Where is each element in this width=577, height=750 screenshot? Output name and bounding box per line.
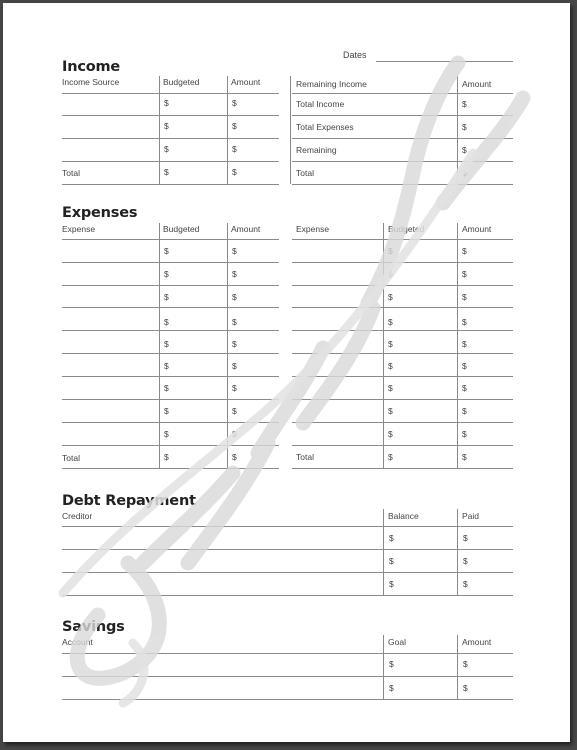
- income-total-label: Total: [62, 168, 80, 178]
- expense-header: Expense: [62, 224, 96, 234]
- watermark-stroke-7: [123, 643, 144, 703]
- income-row-rule: [62, 115, 279, 116]
- income-budgeted-cell[interactable]: $: [164, 121, 169, 131]
- remaining-income-header: Remaining Income: [296, 79, 367, 89]
- expense-budgeted-cell[interactable]: $: [388, 246, 393, 256]
- expense-header: Expense: [296, 224, 330, 234]
- remaining-row-rule: [292, 93, 513, 94]
- savings-title: Savings: [62, 619, 125, 635]
- expense-row-rule: [62, 468, 279, 469]
- expense-amount-cell[interactable]: $: [232, 317, 237, 327]
- budgeted-header: Budgeted: [163, 224, 200, 234]
- remaining-amount-cell[interactable]: $: [462, 168, 467, 178]
- expense-amount-cell[interactable]: $: [462, 429, 467, 439]
- expense-row-rule: [62, 262, 279, 263]
- expense-row-rule: [62, 422, 279, 423]
- income-row-rule: [62, 184, 279, 185]
- savings-goal-cell[interactable]: $: [389, 659, 394, 669]
- expense-row-rule: [292, 445, 513, 446]
- expense-budgeted-cell[interactable]: $: [164, 361, 169, 371]
- expense-budgeted-cell[interactable]: $: [164, 269, 169, 279]
- remaining-row-rule: [292, 184, 513, 185]
- expense-budgeted-cell[interactable]: $: [164, 406, 169, 416]
- expense-budgeted-cell[interactable]: $: [164, 429, 169, 439]
- expense-amount-cell[interactable]: $: [232, 339, 237, 349]
- account-header: Account: [62, 637, 93, 647]
- income-amount-cell[interactable]: $: [232, 98, 237, 108]
- expense-budgeted-cell[interactable]: $: [164, 452, 169, 462]
- expense-budgeted-cell[interactable]: $: [164, 383, 169, 393]
- debt-row-rule: [62, 526, 513, 527]
- income-title: Income: [62, 59, 121, 75]
- expense-amount-cell[interactable]: $: [462, 339, 467, 349]
- debt-balance-cell[interactable]: $: [389, 533, 394, 543]
- expense-row-rule: [62, 445, 279, 446]
- expense-amount-cell[interactable]: $: [232, 269, 237, 279]
- expense-budgeted-cell[interactable]: $: [388, 406, 393, 416]
- expense-amount-cell[interactable]: $: [232, 452, 237, 462]
- expense-amount-cell[interactable]: $: [462, 383, 467, 393]
- expense-amount-cell[interactable]: $: [462, 406, 467, 416]
- amount-header: Amount: [231, 224, 261, 234]
- expense-amount-cell[interactable]: $: [462, 246, 467, 256]
- debt-paid-cell[interactable]: $: [463, 533, 468, 543]
- debt-row-rule: [62, 595, 513, 596]
- expense-row-rule: [62, 330, 279, 331]
- remaining-row-rule: [292, 161, 513, 162]
- expense-budgeted-cell[interactable]: $: [388, 269, 393, 279]
- amount-header: Amount: [462, 79, 492, 89]
- expense-row-rule: [292, 262, 513, 263]
- budgeted-header: Budgeted: [388, 224, 425, 234]
- goal-header: Goal: [388, 637, 406, 647]
- expense-row-rule: [292, 307, 513, 308]
- amount-header: Amount: [462, 637, 492, 647]
- remaining-row-label: Remaining: [296, 145, 337, 155]
- expense-amount-cell[interactable]: $: [232, 429, 237, 439]
- remaining-amount-cell[interactable]: $: [462, 99, 467, 109]
- expense-row-rule: [292, 468, 513, 469]
- expense-row-rule: [62, 239, 279, 240]
- expense-budgeted-cell[interactable]: $: [388, 361, 393, 371]
- expense-budgeted-cell[interactable]: $: [164, 246, 169, 256]
- savings-amount-cell[interactable]: $: [463, 659, 468, 669]
- expense-amount-cell[interactable]: $: [232, 246, 237, 256]
- budgeted-header: Budgeted: [163, 77, 200, 87]
- remaining-row-label: Total Expenses: [296, 122, 354, 132]
- expense-amount-cell[interactable]: $: [462, 292, 467, 302]
- income-row-rule: [62, 138, 279, 139]
- income-amount-cell[interactable]: $: [232, 144, 237, 154]
- expense-budgeted-cell[interactable]: $: [388, 429, 393, 439]
- amount-header: Amount: [231, 77, 261, 87]
- expense-budgeted-cell[interactable]: $: [164, 292, 169, 302]
- expense-column-rule: [383, 223, 384, 468]
- expense-amount-cell[interactable]: $: [462, 269, 467, 279]
- expense-row-rule: [292, 239, 513, 240]
- income-row-rule: [62, 161, 279, 162]
- expense-total-label: Total: [62, 453, 80, 463]
- debt-title: Debt Repayment: [62, 493, 196, 509]
- expense-row-rule: [292, 399, 513, 400]
- remaining-row-rule: [292, 115, 513, 116]
- expense-budgeted-cell[interactable]: $: [164, 317, 169, 327]
- watermark-stroke-5: [443, 98, 523, 203]
- expense-budgeted-cell[interactable]: $: [388, 317, 393, 327]
- expense-row-rule: [292, 285, 513, 286]
- expense-amount-cell[interactable]: $: [462, 452, 467, 462]
- remaining-column-rule: [457, 76, 458, 184]
- income-amount-cell[interactable]: $: [232, 167, 237, 177]
- expense-amount-cell[interactable]: $: [462, 361, 467, 371]
- remaining-amount-cell[interactable]: $: [462, 122, 467, 132]
- debt-paid-cell[interactable]: $: [463, 556, 468, 566]
- expense-total-label: Total: [296, 452, 314, 462]
- expense-budgeted-cell[interactable]: $: [388, 292, 393, 302]
- remaining-amount-cell[interactable]: $: [462, 145, 467, 155]
- income-row-rule: [62, 93, 279, 94]
- remaining-row-label: Total Income: [296, 99, 345, 109]
- dates-field[interactable]: [376, 61, 513, 62]
- expense-amount-cell[interactable]: $: [232, 406, 237, 416]
- expense-row-rule: [62, 399, 279, 400]
- remaining-row-label: Total: [296, 168, 314, 178]
- expense-row-rule: [62, 376, 279, 377]
- expense-column-rule: [227, 223, 228, 468]
- expense-budgeted-cell[interactable]: $: [388, 383, 393, 393]
- expense-amount-cell[interactable]: $: [232, 361, 237, 371]
- expense-amount-cell[interactable]: $: [232, 383, 237, 393]
- expense-row-rule: [292, 330, 513, 331]
- savings-goal-cell[interactable]: $: [389, 683, 394, 693]
- debt-row-rule: [62, 572, 513, 573]
- expense-column-rule: [159, 223, 160, 468]
- budget-worksheet-page: [3, 3, 570, 742]
- income-budgeted-cell[interactable]: $: [164, 98, 169, 108]
- savings-row-rule: [62, 699, 513, 700]
- expense-row-rule: [292, 376, 513, 377]
- dates-label: Dates: [343, 50, 367, 60]
- savings-column-rule: [383, 635, 384, 699]
- savings-column-rule: [457, 635, 458, 699]
- expense-column-rule: [457, 223, 458, 468]
- watermark-stroke-4: [368, 63, 458, 303]
- expense-budgeted-cell[interactable]: $: [164, 339, 169, 349]
- debt-balance-cell[interactable]: $: [389, 579, 394, 589]
- income-amount-cell[interactable]: $: [232, 121, 237, 131]
- income-budgeted-cell[interactable]: $: [164, 167, 169, 177]
- expenses-title: Expenses: [62, 205, 138, 221]
- remaining-row-rule: [292, 138, 513, 139]
- income-source-header: Income Source: [62, 77, 120, 87]
- amount-header: Amount: [462, 224, 492, 234]
- expense-row-rule: [62, 353, 279, 354]
- debt-balance-cell[interactable]: $: [389, 556, 394, 566]
- debt-column-rule: [457, 509, 458, 595]
- expense-budgeted-cell[interactable]: $: [388, 339, 393, 349]
- expense-row-rule: [292, 353, 513, 354]
- expense-amount-cell[interactable]: $: [232, 292, 237, 302]
- debt-column-rule: [383, 509, 384, 595]
- savings-amount-cell[interactable]: $: [463, 683, 468, 693]
- expense-amount-cell[interactable]: $: [462, 317, 467, 327]
- expense-budgeted-cell[interactable]: $: [388, 452, 393, 462]
- savings-row-rule: [62, 653, 513, 654]
- expense-row-rule: [62, 285, 279, 286]
- balance-header: Balance: [388, 511, 419, 521]
- expense-row-rule: [292, 422, 513, 423]
- debt-paid-cell[interactable]: $: [463, 579, 468, 589]
- expense-row-rule: [62, 307, 279, 308]
- remaining-column-rule: [290, 76, 291, 184]
- savings-row-rule: [62, 676, 513, 677]
- paid-header: Paid: [462, 511, 480, 521]
- income-budgeted-cell[interactable]: $: [164, 144, 169, 154]
- income-column-rule: [227, 76, 228, 184]
- income-column-rule: [159, 76, 160, 184]
- debt-row-rule: [62, 549, 513, 550]
- creditor-header: Creditor: [62, 511, 93, 521]
